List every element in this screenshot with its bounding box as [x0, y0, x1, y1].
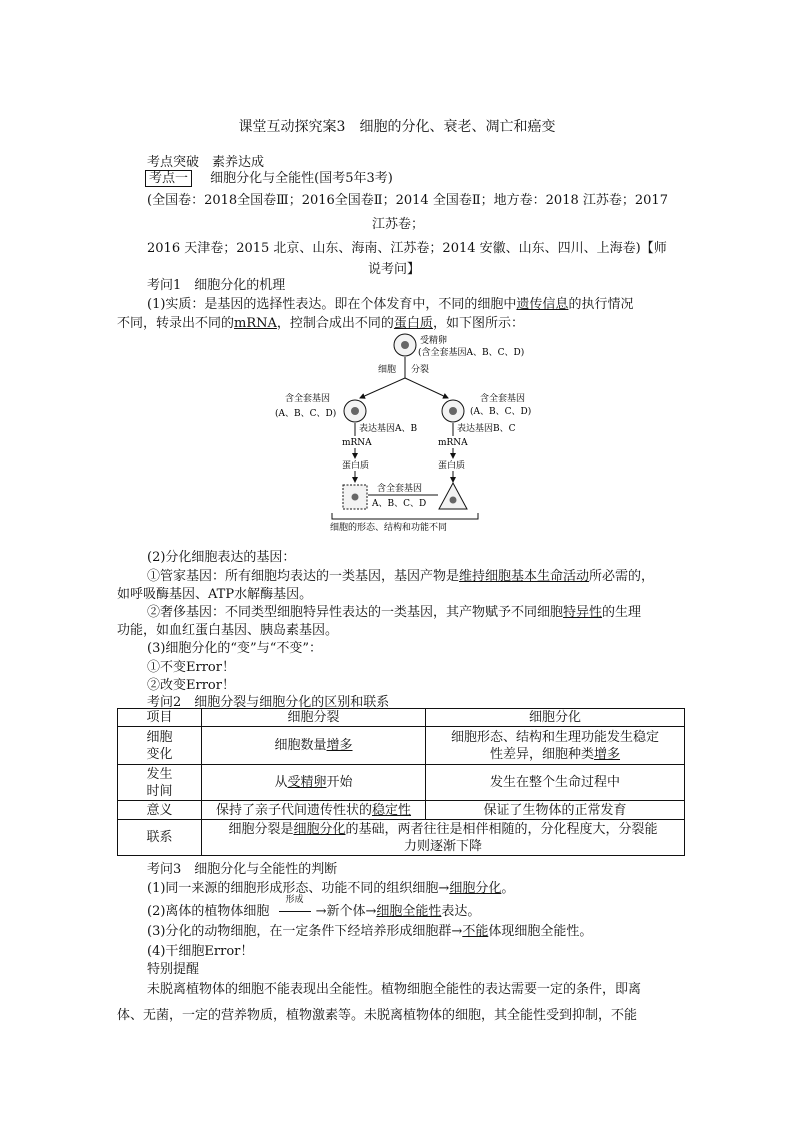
cell-differentiation-diagram — [270, 330, 540, 535]
exam-sources-line1: (全国卷：2018全国卷Ⅲ；2016全国卷Ⅱ；2014 全国卷Ⅱ；地方卷：2018 江苏卷；2017 — [147, 193, 668, 208]
q3-item3-underline: 不能 — [462, 924, 489, 939]
q1-mrna-underline: mRNA — [234, 316, 277, 331]
q3-item3-text: (3)分化的动物细胞，在一定条件下经培养形成细胞群→ — [147, 924, 463, 939]
changed-line: ②改变Error！ — [147, 678, 235, 693]
row-label: 联系 — [118, 820, 202, 856]
q1-essence-text-2: 的执行情况 — [568, 297, 634, 312]
tip-heading: 特别提醒 — [147, 962, 200, 977]
q3-item2-mid: →新个体→ — [315, 904, 377, 919]
division-cell: 细胞数量增多 — [202, 727, 426, 765]
table-row — [118, 820, 685, 856]
diagram-caption: 细胞的形态、结构和功能不同 — [330, 523, 448, 533]
q1-protein-underline: 蛋白质 — [393, 316, 433, 331]
q1-essence-line1 — [147, 293, 633, 312]
q3-item2-underline: 细胞全能性 — [376, 904, 442, 919]
q1-essence-line2 — [117, 312, 524, 331]
left-genes: (A、B、C、D) — [275, 409, 337, 419]
q3-item2 — [147, 895, 481, 919]
zygote-genes: (含全套基因A、B、C、D) — [418, 348, 525, 358]
row-label: 发生 时间 — [118, 765, 202, 801]
q3-item2-text: (2)离体的植物体细胞 — [147, 904, 270, 919]
left-title: 含全套基因 — [285, 394, 331, 404]
kaodian-text: 细胞分化与全能性(国考5年3考) — [210, 171, 393, 186]
bottom-genes: A、B、C、D — [372, 499, 427, 509]
differentiated-square-cell — [343, 485, 367, 509]
division-cell: 从受精卵开始 — [202, 765, 426, 801]
unchanged-line: ①不变Error！ — [147, 660, 235, 675]
luxury-line2: 功能，如血红蛋白基因、胰岛素基因。 — [117, 623, 339, 638]
luxury-text: ②奢侈基因：不同类型细胞特异性表达的一类基因，其产物赋予不同细胞 — [147, 605, 564, 620]
tip-line2: 体、无菌，一定的营养物质，植物激素等。未脱离植物体的细胞，其全能性受到抑制，不能 — [117, 1008, 638, 1023]
table-header-cell: 项目 — [118, 709, 202, 727]
change-heading: (3)细胞分化的“变”与“不变”： — [147, 641, 322, 656]
zygote-cell — [394, 334, 416, 356]
q3-item3-suffix: 体现细胞全能性。 — [488, 924, 593, 939]
left-mrna-label: mRNA — [342, 438, 372, 448]
kaodian-heading — [145, 167, 393, 186]
luxury-suffix: 的生理 — [602, 605, 642, 620]
bottom-title: 含全套基因 — [377, 484, 423, 494]
housekeeping-suffix: 所必需的， — [589, 569, 655, 584]
q3-item4: (4)干细胞Error！ — [147, 944, 254, 959]
housekeeping-underline: 维持细胞基本生命活动 — [459, 569, 590, 584]
table-header-cell: 细胞分裂 — [202, 709, 426, 727]
page-title: 课堂互动探究案3 细胞的分化、衰老、凋亡和癌变 — [238, 119, 556, 135]
luxury-underline: 特异性 — [563, 605, 603, 620]
zygote-label: 受精卵 — [420, 336, 448, 346]
tip-line1: 未脱离植物体的细胞不能表现出全能性。植物细胞全能性的表达需要一定的条件，即离 — [147, 982, 642, 997]
q3-item1-underline: 细胞分化 — [449, 881, 502, 896]
right-express-label: 表达基因B、C — [457, 424, 516, 434]
formation-arrow-line — [279, 911, 311, 912]
differentiation-cell: 发生在整个生命过程中 — [426, 765, 685, 801]
q2-heading: 考问2 细胞分裂与细胞分化的区别和联系 — [147, 695, 390, 710]
q1-heading: 考问1 细胞分化的机理 — [147, 278, 286, 293]
section-heading: 考点突破 素养达成 — [147, 155, 265, 170]
row-label: 意义 — [118, 801, 202, 820]
split-label-2: 分裂 — [411, 365, 430, 375]
division-cell: 保持了亲子代间遗传性状的稳定性 — [202, 801, 426, 820]
q1-essence-line2-mid: ，控制合成出不同的 — [276, 316, 394, 331]
relation-cell: 细胞分裂是细胞分化的基础，两者往往是相伴相随的，分化程度大，分裂能 力则逐渐下降 — [202, 820, 685, 856]
luxury-line1 — [147, 601, 641, 620]
division-right-arrow — [405, 378, 448, 398]
q1-part2-heading: (2)分化细胞表达的基因： — [147, 550, 296, 565]
differentiation-cell: 保证了生物体的正常发育 — [426, 801, 685, 820]
split-label-1: 细胞 — [378, 365, 397, 375]
q1-essence-line2-suffix: ，如下图所示： — [432, 316, 524, 331]
right-daughter-cell — [442, 400, 464, 422]
q3-item1 — [147, 877, 514, 896]
housekeeping-text: ①管家基因：所有细胞均表达的一类基因，基因产物是 — [147, 569, 460, 584]
right-mrna-label: mRNA — [438, 438, 468, 448]
differentiation-cell: 细胞形态、结构和生理功能发生稳定 性差异，细胞种类增多 — [426, 727, 685, 765]
q3-item2-suffix: 表达。 — [441, 904, 481, 919]
kaodian-box-label: 考点一 — [145, 170, 192, 187]
table-header-cell: 细胞分化 — [426, 709, 685, 727]
row-label: 细胞 变化 — [118, 727, 202, 765]
right-protein-label: 蛋白质 — [438, 461, 466, 471]
division-left-arrow — [360, 378, 405, 398]
table-row — [118, 727, 685, 765]
right-genes: (A、B、C、D) — [470, 407, 532, 417]
exam-sources-line4: 说考问】 — [368, 262, 421, 277]
caption-bracket — [332, 513, 478, 519]
q3-item3 — [147, 920, 592, 939]
comparison-table — [117, 708, 685, 856]
table-header-row — [118, 709, 685, 727]
formation-arrow-label: 形成 — [285, 895, 304, 905]
q1-essence-underline: 遗传信息 — [516, 297, 569, 312]
table-row — [118, 765, 685, 801]
housekeeping-line2: 如呼吸酶基因、ATP水解酶基因。 — [117, 587, 313, 602]
left-daughter-cell — [344, 400, 366, 422]
q3-item1-suffix: 。 — [501, 881, 515, 896]
differentiated-triangle-cell — [439, 483, 467, 509]
housekeeping-line1 — [147, 565, 654, 584]
left-express-label: 表达基因A、B — [359, 424, 418, 434]
q1-essence-line2-text: 不同，转录出不同的 — [117, 316, 235, 331]
q1-essence-text: (1)实质：是基因的选择性表达。即在个体发育中，不同的细胞中 — [147, 297, 517, 312]
table-row — [118, 801, 685, 820]
formation-arrow — [277, 895, 313, 919]
q3-item1-text: (1)同一来源的细胞形成形态、功能不同的组织细胞→ — [147, 881, 450, 896]
q3-heading: 考问3 细胞分化与全能性的判断 — [147, 862, 338, 877]
right-title: 含全套基因 — [480, 394, 526, 404]
exam-sources-line2: 江苏卷； — [372, 217, 425, 232]
exam-sources-line3: 2016 天津卷；2015 北京、山东、海南、江苏卷；2014 安徽、山东、四川、上海卷)【师 — [147, 241, 667, 256]
left-protein-label: 蛋白质 — [342, 461, 370, 471]
